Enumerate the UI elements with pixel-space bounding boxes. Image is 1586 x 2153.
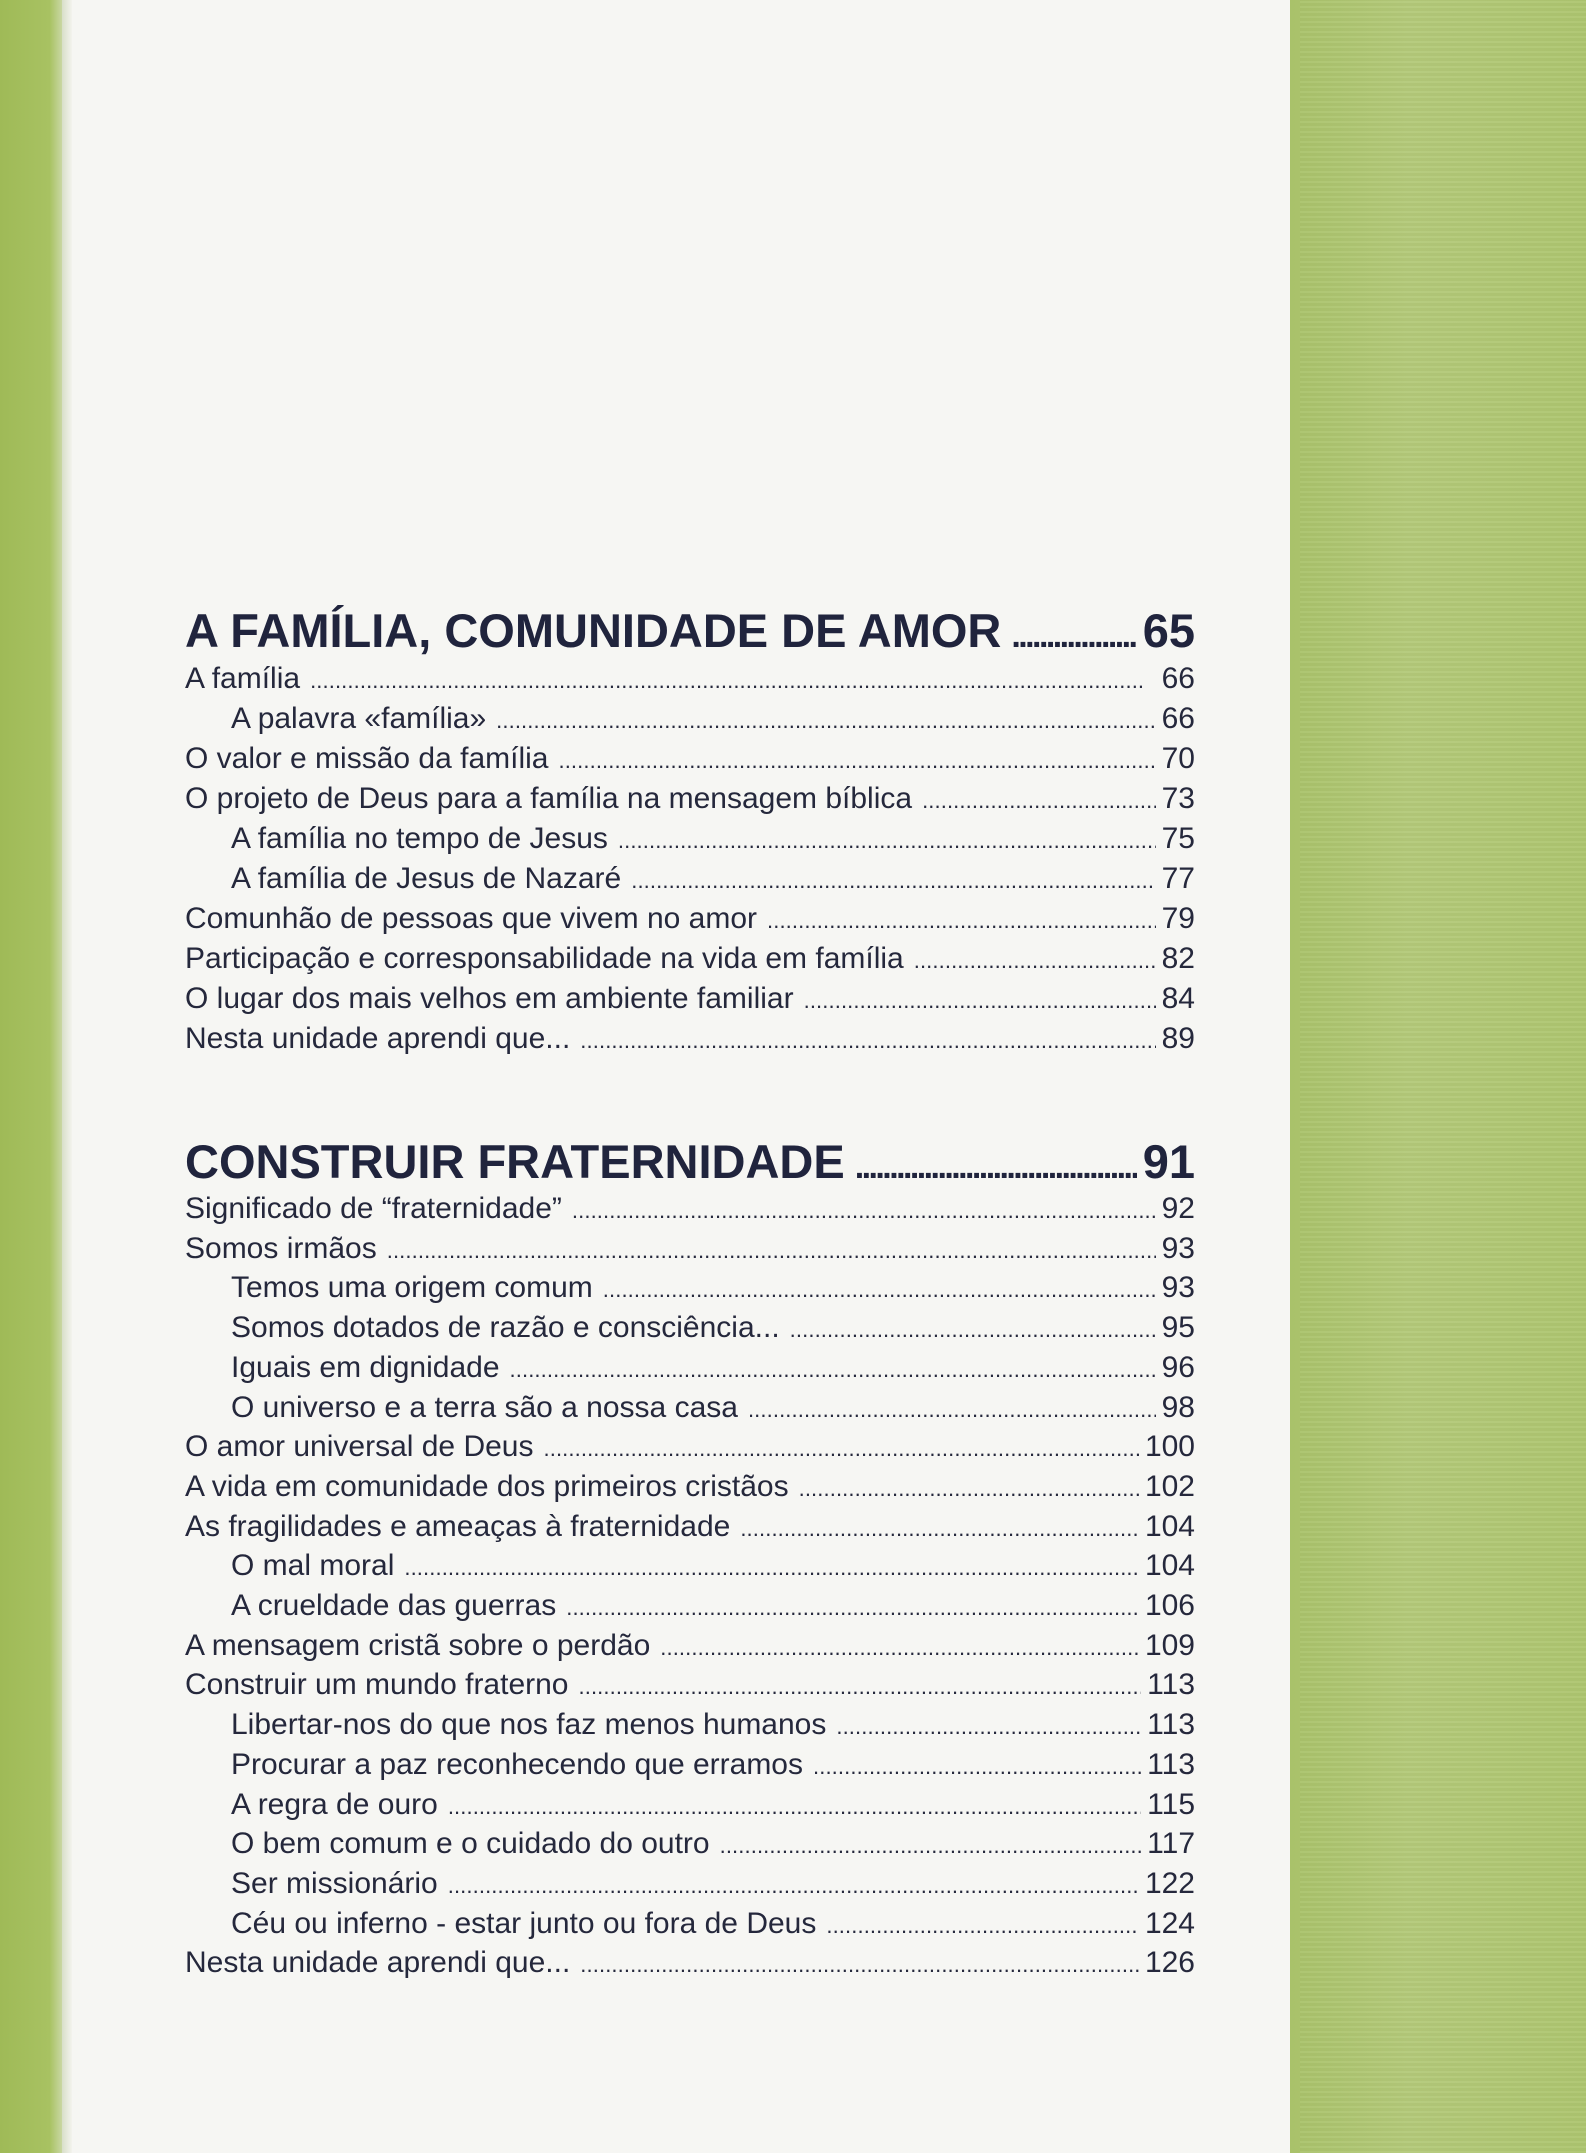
- section-page-number: 65: [1142, 604, 1195, 657]
- toc-entry: [185, 942, 1195, 976]
- toc-entry-label: Ser missionário: [231, 1866, 438, 1900]
- toc-entry: [185, 1391, 1195, 1425]
- toc-entry: [185, 782, 1195, 816]
- toc-entry-label: O valor e missão da família: [185, 742, 549, 775]
- dot-leader: [580, 1028, 1155, 1054]
- toc-entry-label: A família no tempo de Jesus: [231, 822, 608, 855]
- section-title: CONSTRUIR FRATERNIDADE: [185, 1135, 845, 1188]
- dot-leader: [566, 1595, 1139, 1621]
- toc-entry-label: Significado de “fraternidade”: [185, 1192, 562, 1225]
- left-band-edge: [62, 0, 72, 2153]
- dot-leader: [720, 1833, 1142, 1859]
- dot-leader: [740, 1516, 1139, 1542]
- dot-leader: [804, 988, 1156, 1014]
- toc-entry-page: 89: [1161, 1022, 1195, 1055]
- dot-leader: [767, 908, 1156, 934]
- right-band-texture: [1300, 0, 1586, 2153]
- dot-leader: [448, 1873, 1139, 1899]
- toc-entry-page: 126: [1144, 1946, 1195, 1980]
- section-heading: [185, 1134, 1195, 1189]
- toc-entry-label: Nesta unidade aprendi que...: [185, 1946, 571, 1980]
- toc-entry-page: 122: [1144, 1866, 1195, 1900]
- toc-entry-label: A crueldade das guerras: [231, 1589, 557, 1622]
- toc-entry-label: Libertar-nos do que nos faz menos humanos: [231, 1708, 827, 1742]
- dot-leader: [790, 1317, 1156, 1343]
- toc-entry-page: 93: [1161, 1231, 1195, 1265]
- toc-entry-page: 82: [1161, 942, 1195, 975]
- toc-entry-page: 113: [1147, 1747, 1195, 1781]
- dot-leader: [387, 1238, 1156, 1264]
- toc-entry-page: 84: [1161, 982, 1195, 1015]
- toc-entry: [185, 1748, 1195, 1782]
- toc-entry: [185, 1510, 1195, 1544]
- toc-entry-label: Procurar a paz reconhecendo que erramos: [231, 1747, 803, 1781]
- toc-entry-page: 98: [1161, 1390, 1195, 1424]
- toc-entry: [185, 1867, 1195, 1901]
- toc-entry: [185, 902, 1195, 936]
- toc-entry-page: 113: [1147, 1668, 1195, 1702]
- toc-entry-page: 79: [1161, 902, 1195, 935]
- toc-entry-label: O lugar dos mais velhos em ambiente familiar: [185, 982, 794, 1015]
- dot-leader: [310, 668, 1156, 694]
- section-page-number: 91: [1142, 1135, 1195, 1188]
- dot-leader: [922, 788, 1156, 814]
- toc-entry-label: Comunhão de pessoas que vivem no amor: [185, 902, 757, 935]
- dot-leader: [579, 1674, 1142, 1700]
- toc-entry-page: 70: [1161, 742, 1195, 775]
- toc-entry: [185, 1470, 1195, 1504]
- toc-entry-label: Somos dotados de razão e consciência...: [231, 1311, 780, 1345]
- toc-entry-page: 93: [1161, 1271, 1195, 1305]
- toc-entry: [185, 982, 1195, 1016]
- toc-entry-label: Somos irmãos: [185, 1231, 377, 1265]
- dot-leader: [855, 1148, 1137, 1187]
- dot-leader: [1011, 617, 1136, 656]
- dot-leader: [448, 1794, 1141, 1820]
- toc-entry-page: 109: [1144, 1628, 1195, 1662]
- dot-leader: [660, 1635, 1139, 1661]
- toc-entry-label: A família de Jesus de Nazaré: [231, 862, 622, 895]
- toc-entry-page: 106: [1144, 1589, 1195, 1622]
- toc-entry: [185, 1192, 1195, 1226]
- dot-leader: [618, 828, 1156, 854]
- toc-entry-page: 104: [1144, 1509, 1195, 1543]
- toc-entry-label: A palavra «família»: [231, 702, 487, 735]
- dot-leader: [799, 1476, 1139, 1502]
- toc-entry: [185, 1589, 1195, 1623]
- dot-leader: [544, 1436, 1139, 1462]
- toc-entry-page: 66: [1161, 702, 1195, 735]
- toc-entry-label: Céu ou inferno - estar junto ou fora de Deus: [231, 1906, 817, 1940]
- toc-entry: [185, 1629, 1195, 1663]
- toc-entry: [185, 1946, 1195, 1980]
- toc-entry-page: 96: [1161, 1350, 1195, 1384]
- toc-entry: [185, 1311, 1195, 1345]
- dot-leader: [914, 948, 1156, 974]
- toc-entry: [185, 702, 1195, 736]
- toc-entry: [185, 1907, 1195, 1941]
- toc-entry-label: O amor universal de Deus: [185, 1430, 534, 1464]
- dot-leader: [558, 748, 1155, 774]
- section-title: A FAMÍLIA, COMUNIDADE DE AMOR: [185, 604, 1002, 657]
- left-color-band: [0, 0, 62, 2153]
- toc-entry-label: Participação e corresponsabilidade na vida em família: [185, 942, 904, 975]
- toc-entry-page: 117: [1147, 1827, 1195, 1861]
- toc-entry-label: Temos uma origem comum: [231, 1271, 593, 1305]
- toc-entry: [185, 1549, 1195, 1583]
- toc-entry-page: 115: [1147, 1787, 1195, 1821]
- dot-leader: [748, 1397, 1156, 1423]
- toc-entry: [185, 862, 1195, 896]
- dot-leader: [631, 868, 1155, 894]
- dot-leader: [813, 1754, 1141, 1780]
- toc-entry: [185, 1232, 1195, 1266]
- toc-entry: [185, 1668, 1195, 1702]
- toc-entry-page: 75: [1161, 822, 1195, 855]
- toc-entry: [185, 1430, 1195, 1464]
- toc-entry-page: 77: [1161, 862, 1195, 895]
- toc-entry: [185, 1271, 1195, 1305]
- toc-entry-label: As fragilidades e ameaças à fraternidade: [185, 1509, 731, 1543]
- dot-leader: [572, 1198, 1156, 1224]
- toc-entry-page: 100: [1144, 1430, 1195, 1464]
- toc-entry: [185, 742, 1195, 776]
- toc-entry-page: 73: [1161, 782, 1195, 815]
- toc-entry-label: Nesta unidade aprendi que...: [185, 1022, 571, 1055]
- toc-entry-page: 95: [1161, 1311, 1195, 1345]
- dot-leader: [836, 1714, 1141, 1740]
- dot-leader: [510, 1357, 1156, 1383]
- toc-entry-label: A família: [185, 662, 301, 695]
- dot-leader: [603, 1277, 1156, 1303]
- toc-entry-label: Construir um mundo fraterno: [185, 1668, 569, 1702]
- dot-leader: [404, 1555, 1139, 1581]
- toc-entry-label: O projeto de Deus para a família na mensagem bíblica: [185, 782, 913, 815]
- toc-entry: [185, 662, 1195, 696]
- toc-entry-page: 113: [1147, 1708, 1195, 1742]
- toc-entry-page: 102: [1144, 1469, 1195, 1503]
- dot-leader: [496, 708, 1155, 734]
- toc-entry-page: 92: [1161, 1192, 1195, 1225]
- toc-entry: [185, 1708, 1195, 1742]
- toc-entry-label: Iguais em dignidade: [231, 1350, 500, 1384]
- toc-entry-label: O mal moral: [231, 1549, 395, 1583]
- toc-entry: [185, 1351, 1195, 1385]
- toc-entry-label: O bem comum e o cuidado do outro: [231, 1827, 710, 1861]
- toc-entry: [185, 822, 1195, 856]
- toc-entry-label: A mensagem cristã sobre o perdão: [185, 1628, 651, 1662]
- toc-entry-label: A regra de ouro: [231, 1787, 438, 1821]
- section-heading: [185, 603, 1195, 658]
- toc-entry: [185, 1827, 1195, 1861]
- toc-entry-page: 104: [1144, 1549, 1195, 1583]
- toc-entry-label: O universo e a terra são a nossa casa: [231, 1390, 738, 1424]
- dot-leader: [580, 1952, 1139, 1978]
- toc-entry-page: 124: [1144, 1906, 1195, 1940]
- toc-entry-page: 66: [1161, 662, 1195, 695]
- toc-entry-label: A vida em comunidade dos primeiros cristãos: [185, 1469, 789, 1503]
- toc-entry: [185, 1022, 1195, 1056]
- dot-leader: [826, 1913, 1139, 1939]
- toc-entry: [185, 1788, 1195, 1822]
